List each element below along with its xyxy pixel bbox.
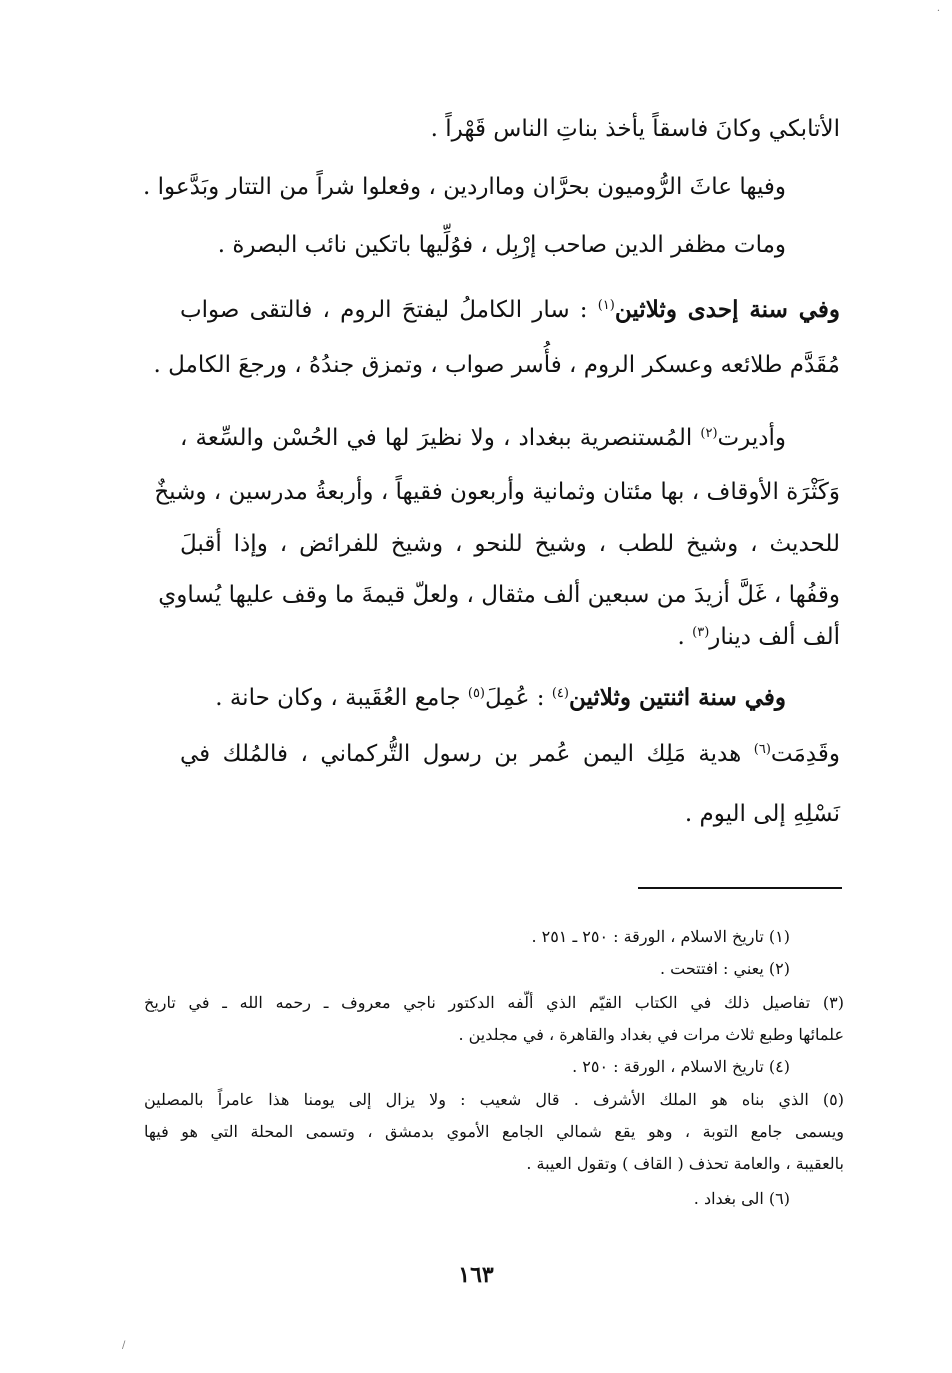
- footnote: [458, 1022, 844, 1048]
- line-text: وفيها عاثَ الرُّوميون بحرَّان ومااردين ، وفعلوا شراً من التتار وبَدَّعوا .: [143, 174, 786, 200]
- line-text: : سار الكاملُ ليفتحَ الروم ، فالتقى صواب: [180, 297, 598, 323]
- line-text: وَكَثْرَة الأوقاف ، بها مئتان وثمانية وأربعون فقيهاً ، وأربعةُ مدرسين ، وشيخٌ: [154, 479, 840, 505]
- text-line: [180, 737, 840, 771]
- footnote: [144, 1087, 844, 1113]
- line-text: : عُمِلَ: [485, 685, 552, 711]
- footnote: [144, 990, 844, 1016]
- text-line: [154, 348, 841, 382]
- line-text: للحديث ، وشيخ للطب ، وشيخ للنحو ، وشيخ للفرائض ، وإذا أقبلَ: [180, 531, 840, 557]
- footnote: [694, 1186, 790, 1212]
- line-text: المُستنصرية ببغداد ، ولا نظيرَ لها في الحُسْن والسِّعة ،: [180, 425, 701, 451]
- footnote-text: (٥) الذي بناه هو الملك الأشرف . قال شعيب : ولا يزال إلى يومنا هذا عامراً بالمصلين: [144, 1090, 844, 1109]
- line-text: مُقَدَّم طلائعه وعسكر الروم ، فأُسر صواب ، وتمزق جندُهُ ، ورجعَ الكامل .: [153, 352, 840, 378]
- footnote: [144, 1119, 844, 1145]
- footnote: [531, 924, 790, 950]
- line-text: وقفُها ، غَلَّ أزيدَ من سبعين ألف مثقال ، ولعلّ قيمةَ ما وقف عليها يُساوي: [158, 582, 840, 608]
- footnote-text: (٣) تفاصيل ذلك في الكتاب القيّم الذي ألّفه الدكتور ناجي معروف ـ رحمه الله ـ في تاريخ: [144, 993, 844, 1012]
- footnote-ref: (٣): [692, 625, 710, 640]
- footnote-ref: (٢): [700, 426, 718, 441]
- text-line: [678, 620, 841, 654]
- page-number: ١٦٣: [458, 1262, 494, 1288]
- footnote: [526, 1151, 844, 1177]
- footnote: [660, 956, 790, 982]
- footnote-text: علمائها وطبع ثلاث مرات في بغداد والقاهرة ، في مجلدين .: [458, 1025, 844, 1044]
- footnote-text: ويسمى جامع التوبة ، وهو يقع شمالي الجامع الأموي بدمشق ، وتسمى المحلة التي هو فيها: [144, 1122, 844, 1141]
- text-line: [431, 112, 840, 146]
- footnote-text: (٢) يعني : افتتحت .: [659, 959, 790, 978]
- text-line: [158, 578, 840, 612]
- footnote-text: بالعقيبة ، والعامة تحذف ( القاف ) وتقول العيبة .: [526, 1154, 844, 1173]
- year-heading: وفي سنة إحدى وثلاثين: [614, 296, 840, 323]
- line-text: وأديرت: [717, 425, 786, 451]
- footnote-ref: (١): [597, 298, 615, 313]
- footnote-ref: (٦): [753, 742, 771, 757]
- scan-mark: /: [122, 1340, 126, 1351]
- text-line: [180, 527, 840, 561]
- text-line: [180, 293, 840, 327]
- text-line: [685, 797, 840, 831]
- line-text: ومات مظفر الدين صاحب إرْبِل ، فوُلِّيها باتكين نائب البصرة .: [217, 232, 786, 258]
- footnote-ref: (٥): [467, 686, 485, 701]
- footnote-separator: [638, 887, 842, 889]
- text-line: [180, 421, 786, 455]
- footnote-text: (٤) تاريخ الاسلام ، الورقة : ٢٥٠ .: [572, 1057, 790, 1076]
- year-heading: وفي سنة اثنتين وثلاثين: [568, 684, 786, 711]
- text-line: [218, 228, 786, 262]
- line-text: جامع العُقَيبة ، وكان حانة .: [215, 685, 468, 711]
- footnote-text: (١) تاريخ الاسلام ، الورقة : ٢٥٠ ـ ٢٥١ .: [531, 927, 790, 946]
- text-line: [215, 681, 786, 715]
- line-text: .: [677, 624, 693, 650]
- footnote: [572, 1054, 790, 1080]
- footnote-ref: (٤): [551, 686, 569, 701]
- line-text: وقَدِمَت: [770, 741, 840, 767]
- scan-mark: ·: [936, 6, 940, 17]
- line-text: هدية مَلِك اليمن عُمر بن رسول التُّركماني ، فالمُلك في: [180, 741, 754, 767]
- line-text: ألف ألف دينار: [709, 624, 840, 650]
- footnote-text: (٦) الى بغداد .: [693, 1189, 790, 1208]
- line-text: نَسْلِهِ إلى اليوم .: [684, 801, 840, 827]
- text-line: [143, 170, 786, 204]
- line-text: الأتابكي وكانَ فاسقاً يأخذ بناتِ الناس قَهْراً .: [430, 116, 840, 142]
- text-line: [154, 475, 840, 509]
